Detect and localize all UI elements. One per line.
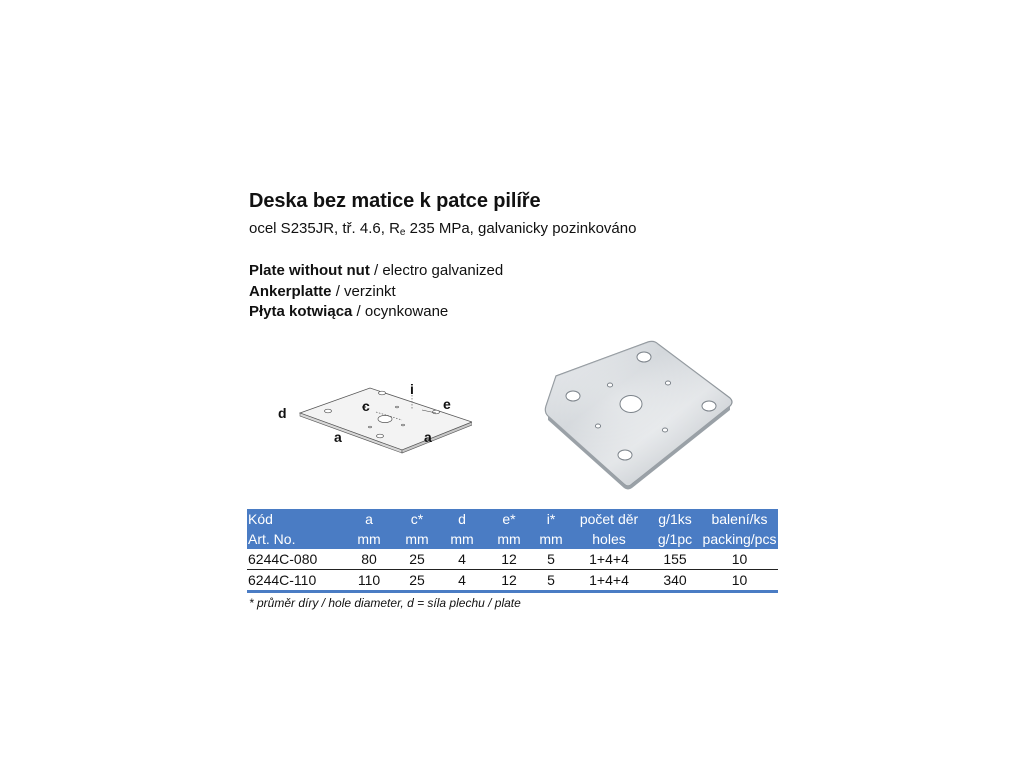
dim-label-e: e — [443, 396, 451, 412]
cell-packing: 10 — [701, 570, 778, 592]
table-row — [247, 570, 778, 592]
cell-a: 80 — [343, 549, 395, 570]
cell-holes: 1+4+4 — [569, 570, 649, 592]
material-spec-subscript: e — [399, 227, 406, 238]
header-a: a — [343, 509, 395, 529]
cell-i: 5 — [533, 570, 569, 592]
header-unit: g/1pc — [649, 529, 701, 549]
dim-label-a-right: a — [424, 429, 432, 445]
dim-label-a-left: a — [334, 429, 342, 445]
translation-en-finish: / electro galvanized — [369, 262, 504, 279]
header-unit: mm — [533, 529, 569, 549]
cell-holes: 1+4+4 — [569, 549, 649, 570]
translation-de-finish: / verzinkt — [331, 283, 396, 300]
translation-pl-name: Płyta kotwiąca — [249, 303, 353, 320]
cell-c: 25 — [395, 570, 439, 592]
specification-table — [247, 509, 778, 593]
header-unit: mm — [343, 529, 395, 549]
header-holes: počet děr — [569, 509, 649, 529]
translation-pl-finish: / ocynkowane — [352, 303, 449, 320]
header-i: i* — [533, 509, 569, 529]
cell-d: 4 — [439, 570, 485, 592]
translation-de-name: Ankerplatte — [249, 283, 332, 300]
cell-i: 5 — [533, 549, 569, 570]
table-row — [247, 549, 778, 570]
translation-pl — [249, 303, 448, 320]
cell-c: 25 — [395, 549, 439, 570]
table-header-row — [247, 529, 778, 549]
header-c: c* — [395, 509, 439, 529]
header-unit: mm — [439, 529, 485, 549]
material-spec-rest: 235 MPa, galvanicky pozinkováno — [405, 220, 637, 237]
cell-weight: 340 — [649, 570, 701, 592]
dim-label-i: i — [410, 381, 414, 397]
plate-technical-drawing — [272, 380, 472, 460]
translation-en-name: Plate without nut — [249, 262, 370, 279]
header-packing: balení/ks — [701, 509, 778, 529]
header-e: e* — [485, 509, 533, 529]
translation-en — [249, 262, 503, 279]
cell-code: 6244C-080 — [247, 549, 343, 570]
material-spec-main: ocel S235JR, tř. 4.6, R — [249, 220, 400, 237]
header-weight: g/1ks — [649, 509, 701, 529]
dim-label-d: d — [278, 405, 287, 421]
header-unit: holes — [569, 529, 649, 549]
header-art-no: Art. No. — [247, 529, 343, 549]
header-unit: packing/pcs — [702, 531, 777, 547]
plate-body — [545, 341, 732, 489]
cell-e: 12 — [485, 549, 533, 570]
cell-e: 12 — [485, 570, 533, 592]
cell-code: 6244C-110 — [247, 570, 343, 592]
cell-weight: 155 — [649, 549, 701, 570]
cell-d: 4 — [439, 549, 485, 570]
cell-packing: 10 — [701, 549, 778, 570]
table-header-row — [247, 509, 778, 529]
translation-de — [249, 283, 396, 300]
dim-label-c: c — [362, 398, 370, 414]
header-d: d — [439, 509, 485, 529]
header-unit: mm — [485, 529, 533, 549]
material-spec — [249, 220, 636, 238]
header-code: Kód — [247, 509, 343, 529]
table-footnote: * průměr díry / hole diameter, d = síla plechu / plate — [249, 596, 521, 610]
plate-product-image — [540, 340, 740, 490]
header-unit: mm — [395, 529, 439, 549]
product-title: Deska bez matice k patce pilíře — [249, 190, 541, 212]
cell-a: 110 — [343, 570, 395, 592]
